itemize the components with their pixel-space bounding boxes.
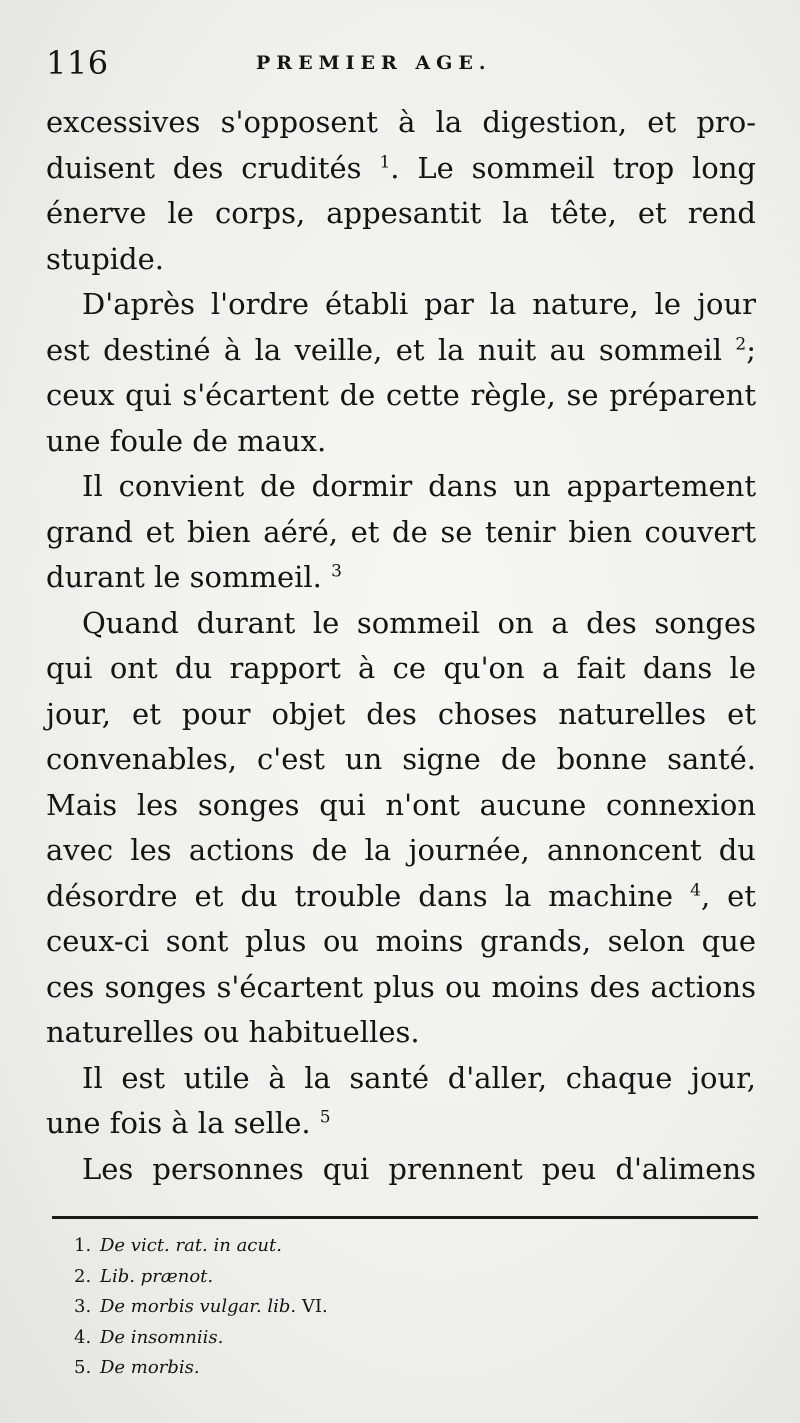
footnote-citation: Lib. prænot. (100, 1265, 214, 1287)
footnotes (74, 1231, 756, 1384)
paragraph (46, 1056, 756, 1147)
footnote-number: 1. (74, 1235, 92, 1256)
running-title: PREMIER AGE. (256, 52, 492, 74)
footnote-citation-suffix: VI. (296, 1296, 328, 1317)
footnote-citation: De insomniis. (100, 1326, 224, 1348)
line-text: une foule de maux. (46, 423, 327, 458)
line-text: convenables, c'est un signe de bonne santé. (46, 742, 756, 776)
line-text: jour, et pour objet des choses naturelles et (46, 696, 756, 731)
footnote-reference: 5 (319, 1107, 331, 1128)
line-text: désordre et du trouble dans la machine (46, 878, 691, 913)
footnote-reference: 1 (379, 151, 391, 172)
paragraph (46, 282, 756, 464)
running-head (46, 38, 756, 100)
text-line (46, 237, 756, 283)
paragraph (46, 601, 756, 1056)
footnote-reference: 2 (735, 333, 747, 354)
paragraph (46, 100, 756, 282)
text-line (46, 601, 756, 647)
line-text: ces songes s'écartent plus ou moins des actions (46, 969, 756, 1004)
line-text: naturelles ou habituelles. (46, 1015, 420, 1049)
text-line (46, 692, 756, 738)
footnote-rule (52, 1216, 758, 1219)
line-text: ceux qui s'écartent de cette règle, se préparent (46, 378, 756, 412)
text-line (46, 419, 756, 465)
footnote (74, 1262, 756, 1293)
text-line (46, 828, 756, 874)
text-line (46, 146, 756, 192)
footnote-number: 4. (74, 1326, 92, 1348)
line-text: qui ont du rapport à ce qu'on a fait dans le (46, 651, 756, 685)
footnote-citation: De morbis. (100, 1357, 200, 1378)
page-number: 116 (46, 44, 109, 82)
text-line (46, 282, 756, 328)
line-text: grand et bien aéré, et de se tenir bien couvert (46, 514, 756, 549)
line-text: Il est utile à la santé d'aller, chaque jour, (82, 1060, 756, 1095)
text-line (46, 737, 756, 783)
line-text: duisent des crudités (46, 150, 380, 185)
footnote-reference: 3 (331, 561, 342, 582)
text-line (46, 328, 756, 374)
text-line (46, 783, 756, 829)
footnote (74, 1292, 756, 1323)
line-text: est destiné à la veille, et la nuit au sommeil (46, 332, 736, 367)
text-line (46, 191, 756, 237)
line-text: énerve le corps, appesantit la tête, et rend (46, 196, 756, 230)
line-text: excessives s'opposent à la digestion, et pro- (46, 105, 756, 139)
line-text: Quand durant le sommeil on a des songes (82, 605, 756, 640)
line-text: une fois à la selle. (46, 1106, 320, 1140)
line-text: D'après l'ordre établi par la nature, le jour (82, 287, 756, 321)
paragraph (46, 1147, 756, 1193)
text-line (46, 1147, 756, 1193)
line-text-after-reference: , et (700, 878, 756, 913)
text-line (46, 874, 756, 920)
footnote-number: 2. (74, 1265, 92, 1287)
line-text: durant le sommeil. (46, 560, 332, 594)
footnote-number: 3. (74, 1296, 92, 1317)
footnote (74, 1353, 756, 1384)
text-line (46, 510, 756, 556)
text-line (46, 646, 756, 692)
footnote-citation: De vict. rat. in acut. (100, 1235, 282, 1256)
footnote-number: 5. (74, 1357, 92, 1378)
line-text-after-reference: ; (746, 332, 756, 367)
line-text: Les personnes qui prennent peu d'alimens (82, 1151, 756, 1186)
footnote (74, 1323, 756, 1354)
text-line (46, 1101, 756, 1147)
text-line (46, 464, 756, 510)
text-line (46, 373, 756, 419)
footnote (74, 1231, 756, 1262)
line-text: Mais les songes qui n'ont aucune connexion (46, 787, 756, 822)
line-text-after-reference: . Le sommeil trop long (390, 150, 756, 185)
text-line (46, 1010, 756, 1056)
footnote-reference: 4 (690, 879, 701, 900)
footnote-citation: De morbis vulgar. lib. (100, 1296, 297, 1317)
line-text: stupide. (46, 241, 164, 276)
body-text (46, 100, 756, 1192)
line-text: avec les actions de la journée, annoncent du (46, 833, 756, 867)
text-line (46, 1056, 756, 1102)
line-text: ceux-ci sont plus ou moins grands, selon que (46, 924, 756, 958)
text-line (46, 965, 756, 1011)
text-line (46, 100, 756, 146)
text-line (46, 555, 756, 601)
text-line (46, 919, 756, 965)
line-text: Il convient de dormir dans un appartement (82, 469, 756, 503)
paragraph (46, 464, 756, 601)
